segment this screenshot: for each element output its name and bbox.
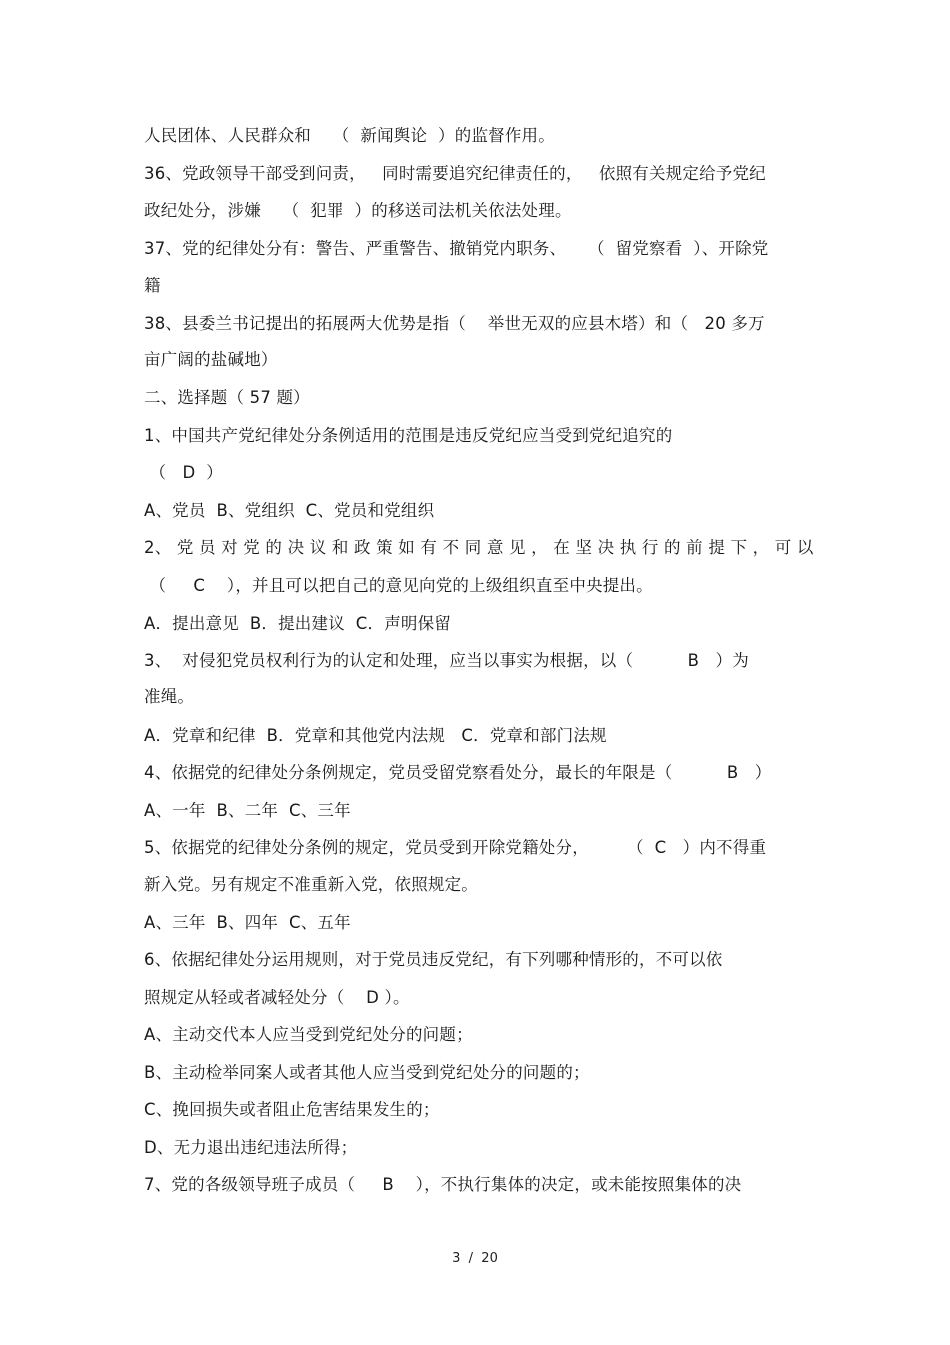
text-line: 新入党。另有规定不准重新入党，依照规定。 xyxy=(144,875,478,894)
text-line: 38、县委兰书记提出的拓展两大优势是指（ 举世无双的应县木塔）和（ 20 多万 xyxy=(144,314,765,333)
text-line: 照规定从轻或者减轻处分（ D ）。 xyxy=(144,988,410,1007)
answer-blank: （ D ） xyxy=(144,463,223,482)
option-c: C、挽回损失或者阻止危害结果发生的； xyxy=(144,1100,440,1119)
options-line: A．提出意见 B．提出建议 C．声明保留 xyxy=(144,614,452,633)
question-1: 1、中国共产党纪律处分条例适用的范围是违反党纪应当受到党纪追究的 xyxy=(144,426,673,445)
text-line: 政纪处分，涉嫌 （ 犯罪 ）的移送司法机关依法处理。 xyxy=(144,201,572,220)
options-line: A、三年 B、四年 C、五年 xyxy=(144,913,351,932)
text-line: 37、党的纪律处分有：警告、严重警告、撤销党内职务、 （ 留党察看 ）、开除党 xyxy=(144,239,769,258)
options-line: A、一年 B、二年 C、三年 xyxy=(144,801,351,820)
section-heading: 二、选择题（ 57 题） xyxy=(144,388,310,407)
options-line: A、党员 B、党组织 C、党员和党组织 xyxy=(144,501,435,520)
question-4: 4、依据党的纪律处分条例规定，党员受留党察看处分，最长的年限是（ B ） xyxy=(144,763,772,782)
text-line: 亩广阔的盐碱地） xyxy=(144,350,278,369)
option-b: B、主动检举同案人或者其他人应当受到党纪处分的问题的； xyxy=(144,1063,590,1082)
question-7: 7、党的各级领导班子成员（ B ），不执行集体的决定，或未能按照集体的决 xyxy=(144,1175,742,1194)
question-6: 6、依据纪律处分运用规则，对于党员违反党纪，有下列哪种情形的，不可以依 xyxy=(144,950,723,969)
text-line: 籍 xyxy=(144,276,161,295)
page-number: 3 / 20 xyxy=(452,1251,498,1266)
question-3: 3、 对侵犯党员权利行为的认定和处理，应当以事实为根据，以（ B ）为 xyxy=(144,651,749,670)
options-line: A．党章和纪律 B．党章和其他党内法规 C．党章和部门法规 xyxy=(144,726,607,745)
text-line: 人民团体、人民群众和 （ 新闻舆论 ）的监督作用。 xyxy=(144,126,555,145)
option-a: A、主动交代本人应当受到党纪处分的问题； xyxy=(144,1025,473,1044)
question-2: 2、 党 员 对 党 的 决 议 和 政 策 如 有 不 同 意 见 ， 在 坚 决 执 行 的 前 提 下 ， 可 以 xyxy=(144,538,814,557)
answer-blank: （ C ），并且可以把自己的意见向党的上级组织直至中央提出。 xyxy=(144,576,653,595)
question-5: 5、依据党的纪律处分条例的规定，党员受到开除党籍处分， （ C ）内不得重 xyxy=(144,838,767,857)
text-line: 36、党政领导干部受到问责， 同时需要追究纪律责任的， 依照有关规定给予党纪 xyxy=(144,164,766,183)
option-d: D、无力退出违纪违法所得； xyxy=(144,1138,358,1157)
text-line: 准绳。 xyxy=(144,687,195,706)
